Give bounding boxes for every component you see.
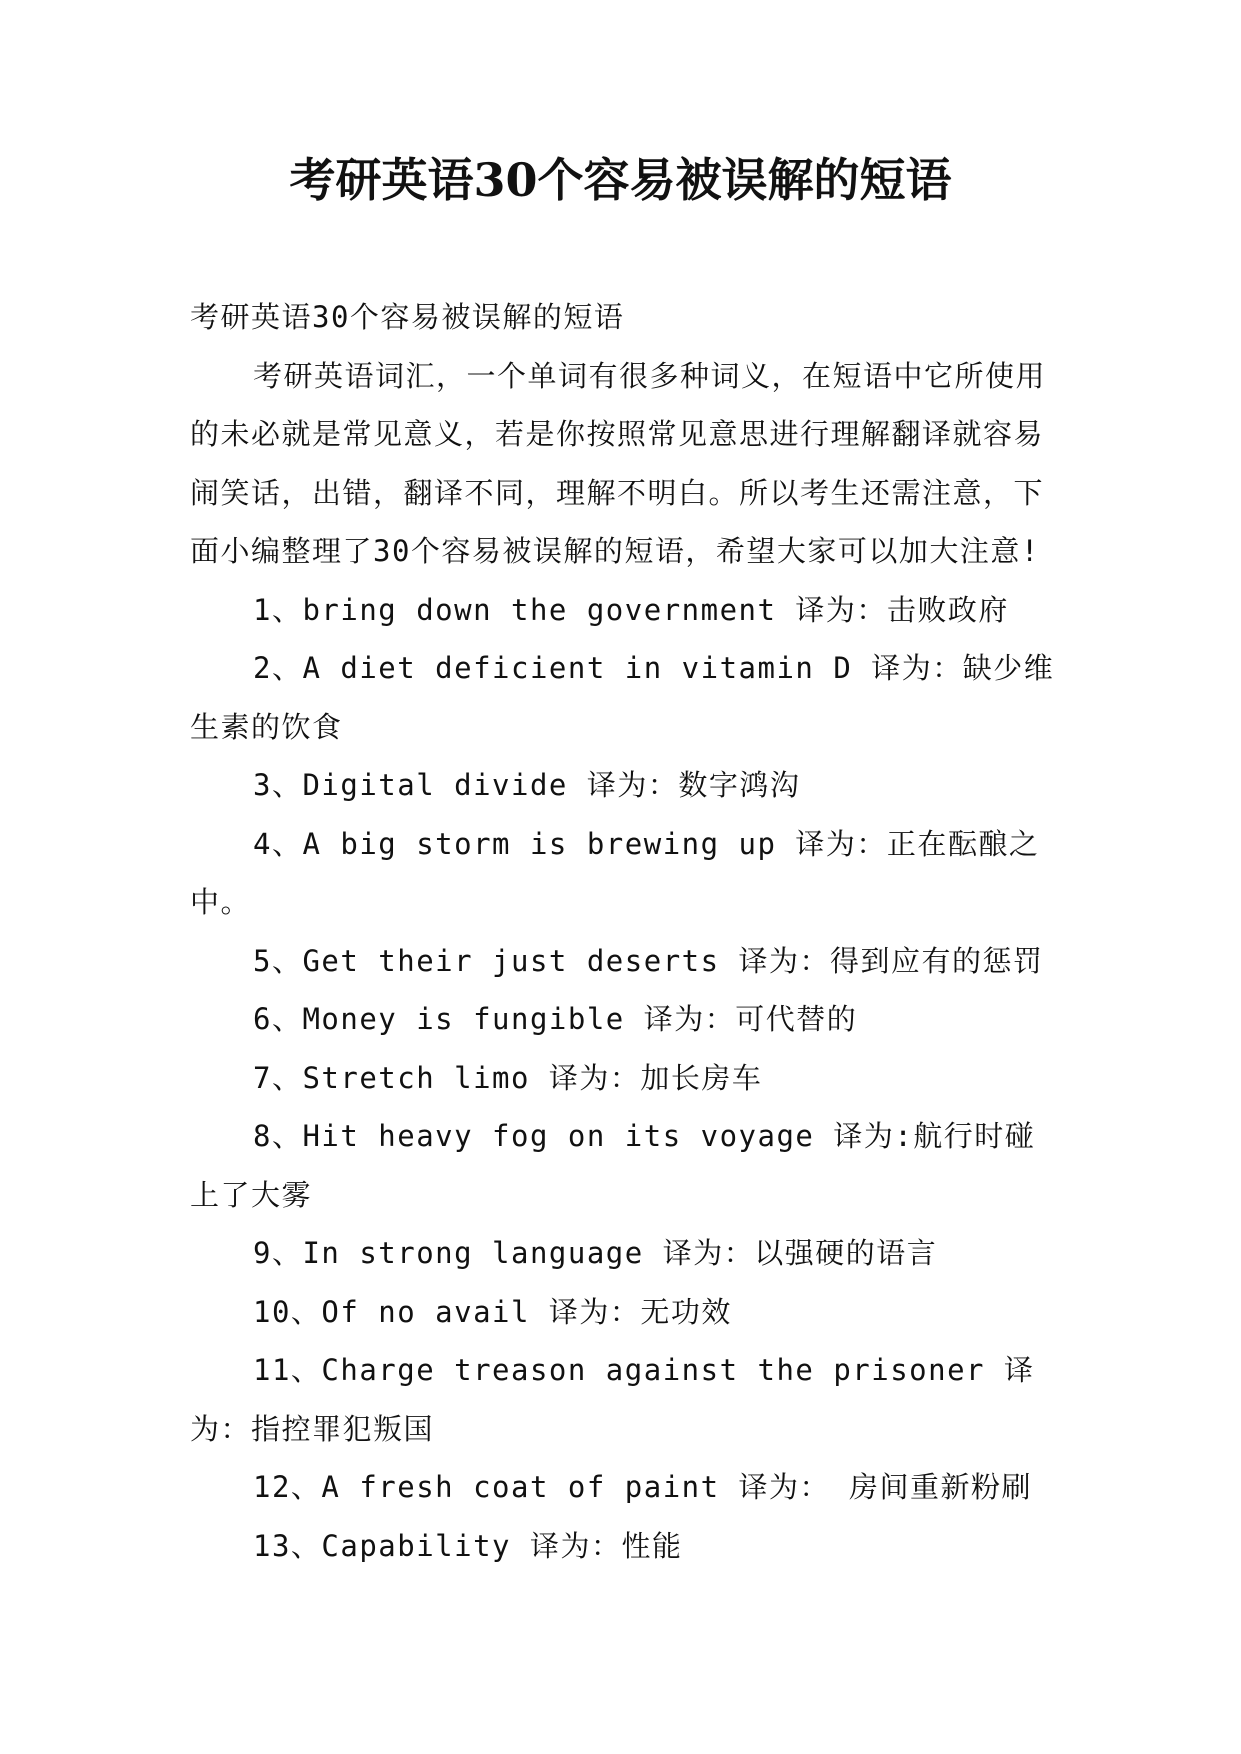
intro-paragraph: 考研英语词汇，一个单词有很多种词义，在短语中它所使用的未必就是常见意义，若是你按照常见意思进行理解翻译就容易闹笑话，出错，翻译不同，理解不明白。所以考生还需注意，下面小编整理了30个容易被误解的短语，希望大家可以加大注意! [190, 358, 1047, 568]
phrase-item-10: 10、Of no avail 译为：无功效 [253, 1294, 732, 1329]
phrase-item-11: 11、Charge treason against the prisoner 译为：指控罪犯叛国 [190, 1353, 1035, 1446]
phrase-item-13: 13、Capability 译为：性能 [253, 1528, 683, 1563]
phrase-item-6: 6、Money is fungible 译为：可代替的 [253, 1002, 858, 1036]
phrase-item-7: 7、Stretch limo 译为：加长房车 [253, 1060, 763, 1095]
phrase-item-2: 2、A diet deficient in vitamin D 译为：缺少维生素的饮食 [190, 651, 1055, 744]
phrase-item-4: 4、A big storm is brewing up 译为：正在酝酿之中。 [190, 826, 1040, 919]
phrase-item-5: 5、Get their just deserts 译为：得到应有的惩罚 [253, 943, 1044, 978]
document-title: 考研英语30个容易被误解的短语 [289, 153, 952, 207]
phrase-item-1: 1、bring down the government 译为：击败政府 [253, 592, 1009, 627]
phrase-item-12: 12、A fresh coat of paint 译为： 房间重新粉刷 [253, 1470, 1032, 1504]
document-subtitle: 考研英语30个容易被误解的短语 [190, 300, 625, 334]
phrase-item-8: 8、Hit heavy fog on its voyage 译为:航行时碰上了大雾 [190, 1119, 1036, 1212]
phrase-item-3: 3、Digital divide 译为：数字鸿沟 [253, 768, 801, 802]
phrase-item-9: 9、In strong language 译为：以强硬的语言 [253, 1236, 938, 1270]
document-body [190, 288, 1055, 1575]
